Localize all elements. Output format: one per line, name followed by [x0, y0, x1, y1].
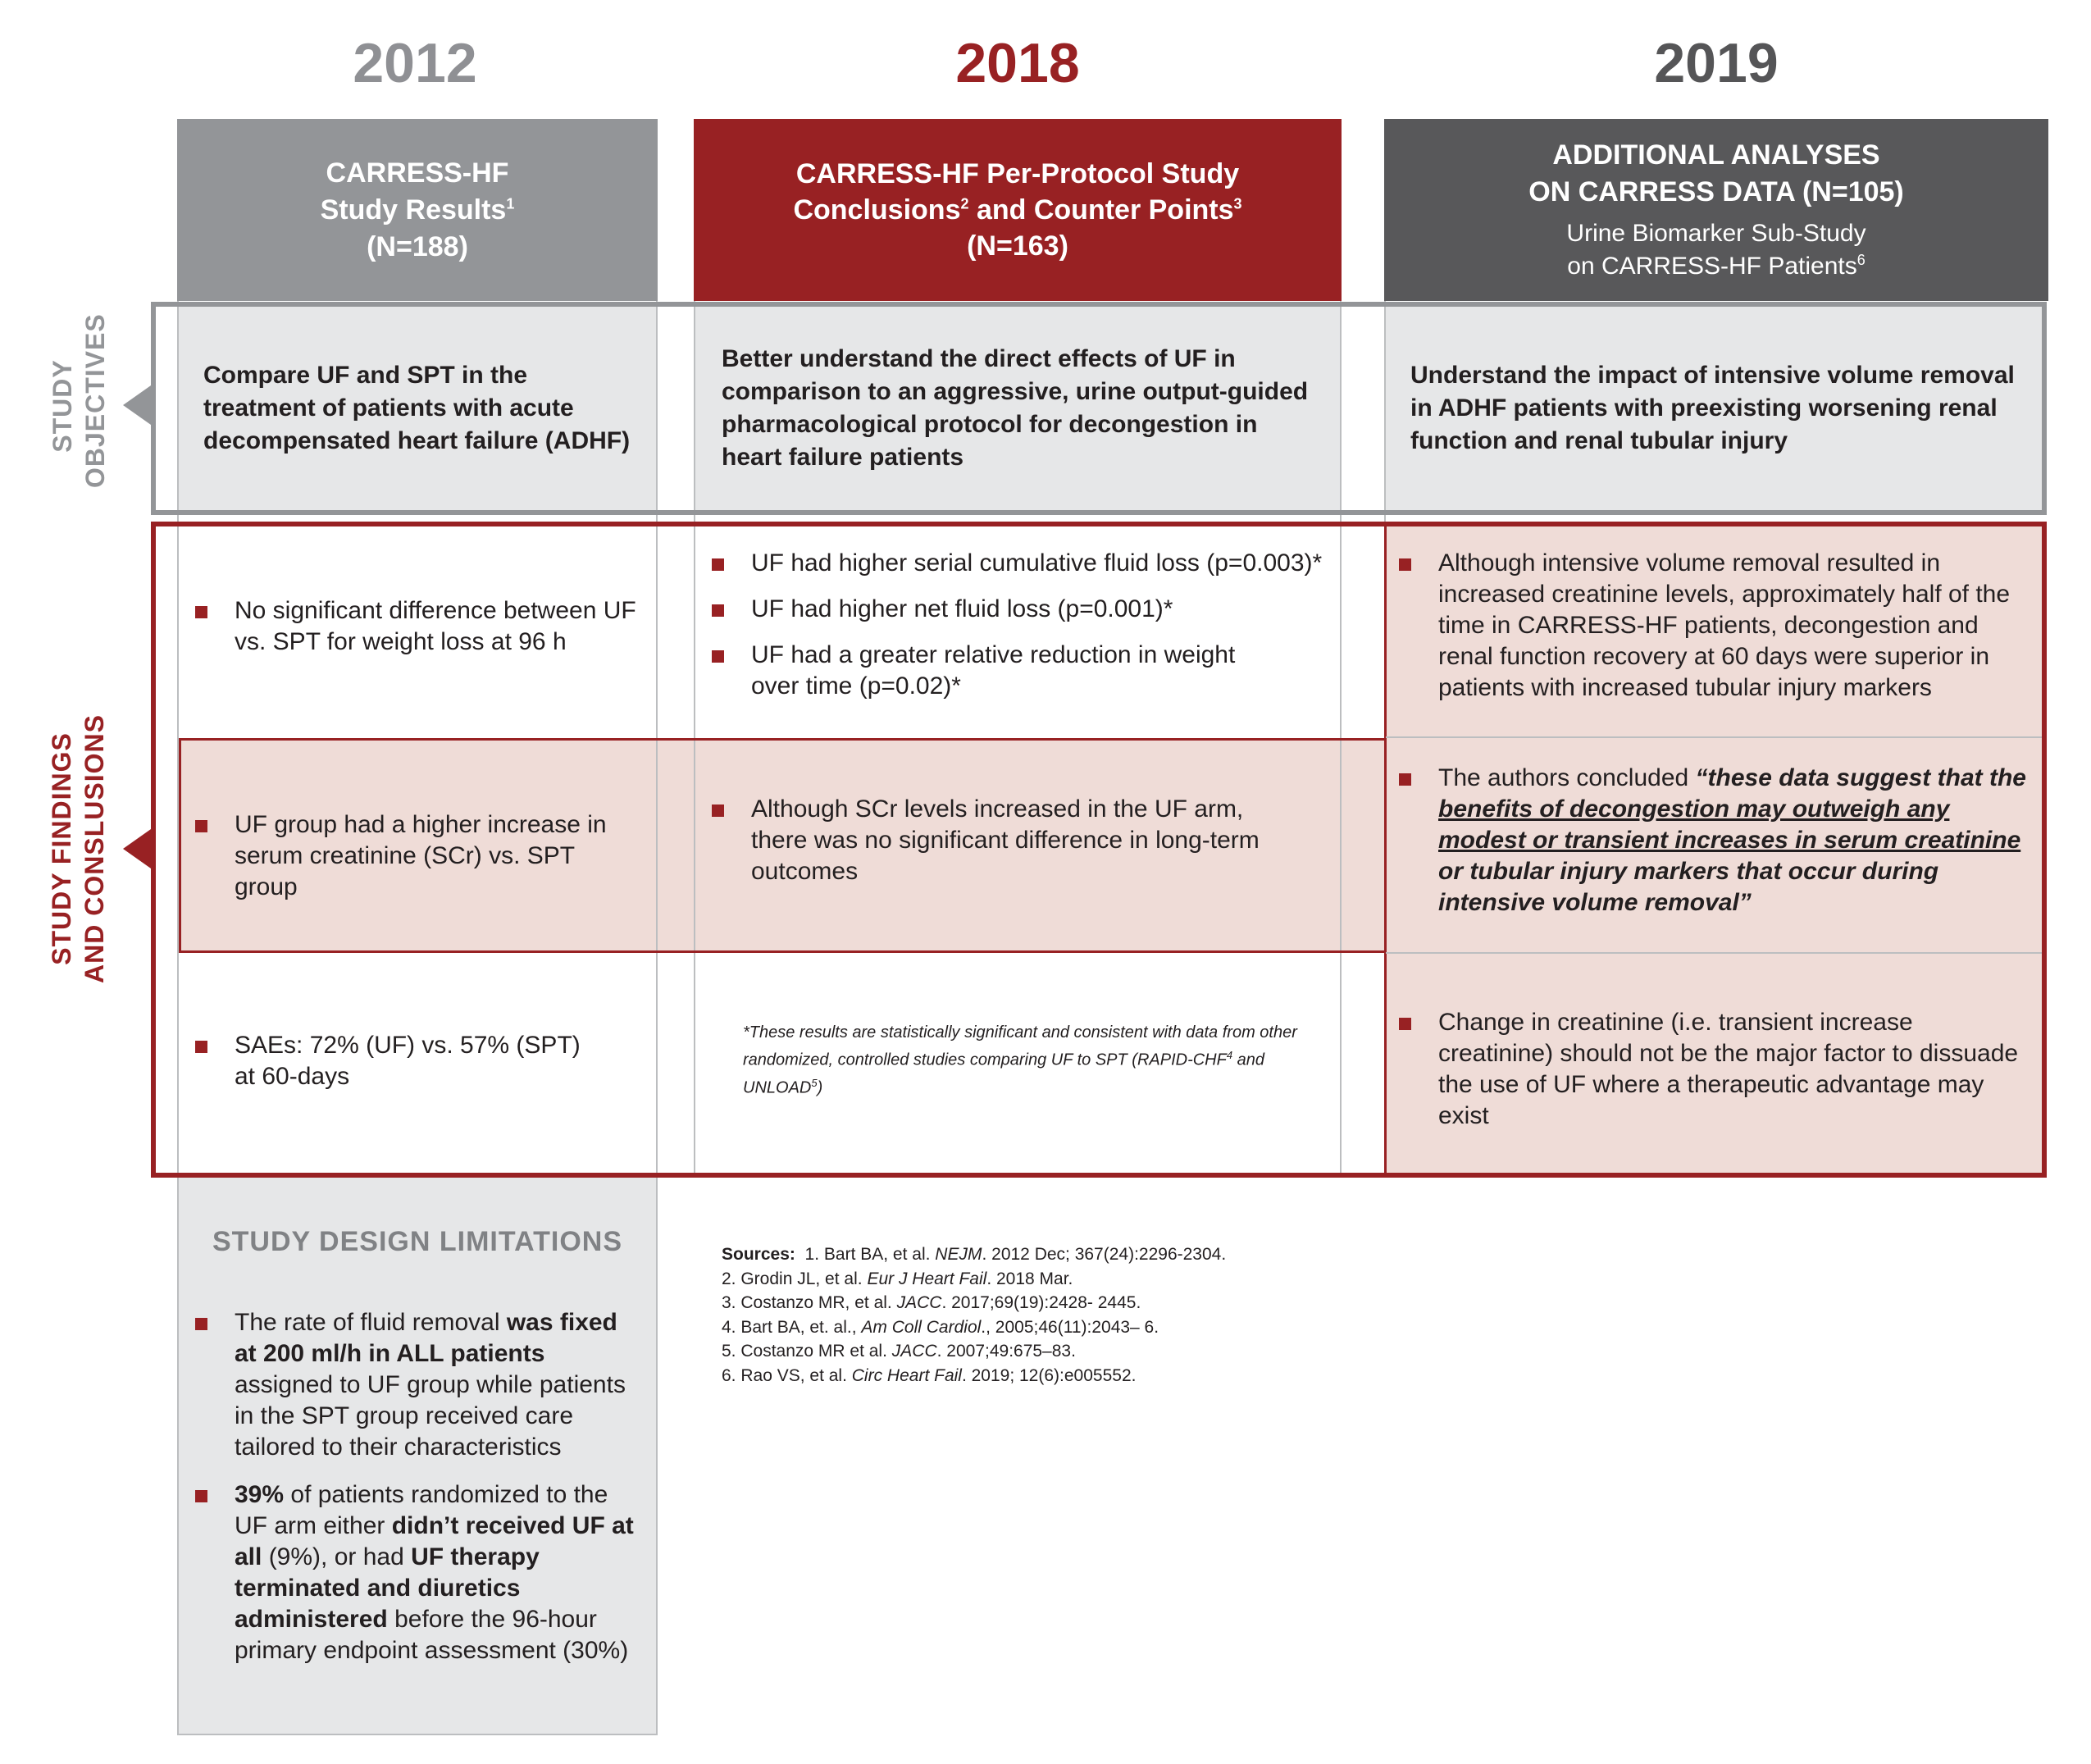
footnote-text-a: *These results are statistically significant and consistent with data from other randomized, controlled studies comparing UF to SPT (RAPID-CHF — [743, 1023, 1297, 1069]
source-5-b: . 2007;49:675–83. — [936, 1342, 1076, 1361]
header-c1-line1: CARRESS-HF — [326, 157, 509, 189]
side-label-objectives-1: STUDY — [48, 359, 77, 453]
source-3-b: . 2017;69(19):2428- 2445. — [941, 1293, 1141, 1312]
header-per-protocol — [694, 119, 1342, 301]
source-4-journal: Am Coll Cardiol — [861, 1317, 982, 1337]
footnote-text-b: and UNLOAD — [743, 1051, 1265, 1097]
header-c1-sup: 1 — [506, 195, 515, 212]
objectives-arrow-icon — [123, 385, 151, 425]
finding-r2-c3 — [1399, 763, 2030, 918]
finding-r2-c2: Although SCr levels increased in the UF arm, there was no significant difference in long-term outcomes — [712, 794, 1302, 887]
finding-r2-c3-quote3: or tubular injury markers that occur during intensive volume removal” — [1438, 858, 1939, 916]
limitation-2 — [195, 1479, 638, 1666]
source-row-6 — [722, 1364, 1226, 1388]
header-c2-line3: (N=163) — [967, 230, 1068, 262]
header-c2-line2 — [793, 192, 1241, 228]
finding-r1-c2-2: UF had higher net fluid loss (p=0.001)* — [712, 594, 1335, 625]
limitation-1-t1: The rate of fluid removal — [235, 1309, 507, 1336]
limitation-1 — [195, 1307, 638, 1463]
finding-r3-c3: Change in creatinine (i.e. transient increase creatinine) should not be the major factor to dissuade the use of UF where a therapeutic advantage may exist — [1399, 1007, 2030, 1132]
side-label-objectives — [46, 313, 112, 488]
year-2019: 2019 — [1654, 32, 1779, 94]
limitation-2-b2: didn’t received UF at all — [235, 1512, 634, 1570]
source-1-b: . 2012 Dec; 367(24):2296-2304. — [982, 1245, 1227, 1264]
source-2-b: . 2018 Mar. — [986, 1269, 1073, 1288]
footnote-text-c: ) — [817, 1078, 823, 1097]
header-c3-sub1: Urine Biomarker Sub-Study — [1566, 220, 1866, 247]
source-2-a: 2. Grodin JL, et al. — [722, 1269, 868, 1288]
sources — [722, 1242, 1226, 1388]
footnote-sup-5: 5 — [811, 1076, 818, 1089]
footnote-sup-4: 4 — [1226, 1049, 1233, 1061]
source-1-journal: NEJM — [935, 1245, 982, 1264]
limitations-title: STUDY DESIGN LIMITATIONS — [212, 1226, 623, 1257]
limitation-2-t1: of patients randomized to the UF arm either — [235, 1481, 608, 1539]
source-row-2 — [722, 1267, 1226, 1292]
side-label-findings-2: AND CONSLUSIONS — [80, 714, 109, 983]
side-label-objectives-2: OBJECTIVES — [80, 313, 110, 488]
finding-r2-c3-quote-underlined: benefits of decongestion may outweigh any modest or transient increases in serum creatinine — [1438, 795, 2021, 854]
source-3-a: 3. Costanzo MR, et al. — [722, 1293, 897, 1312]
finding-r2-c3-quote1: “these data suggest that the — [1695, 764, 2026, 791]
source-6-a: 6. Rao VS, et al. — [722, 1365, 852, 1385]
objective-c3-text: Understand the impact of intensive volume removal in ADHF patients with preexisting worsening renal function and renal tubular injury — [1410, 362, 2015, 454]
source-3-journal: JACC — [896, 1293, 942, 1312]
source-1-a: 1. Bart BA, et al. — [804, 1245, 936, 1264]
source-4-a: 4. Bart BA, et. al., — [722, 1317, 862, 1337]
limitation-2-b3: UF therapy terminated and diuretics administered — [235, 1543, 540, 1633]
limitation-2-t2: (9%), or had — [262, 1543, 412, 1570]
finding-r1-c2-1: UF had higher serial cumulative fluid loss (p=0.003)* — [712, 548, 1335, 579]
source-row-4 — [722, 1315, 1226, 1340]
objective-c2-text: Better understand the direct effects of UF in comparison to an aggressive, urine output-guided pharmacological protocol for decongestion in heart failure patients — [722, 345, 1309, 471]
header-c2-line2b: and Counter Points — [968, 194, 1234, 226]
source-row-3 — [722, 1291, 1226, 1315]
limitation-1-t2: assigned to UF group while patients in the SPT group received care tailored to their characteristics — [235, 1371, 626, 1461]
limitation-2-b1: 39% — [235, 1481, 285, 1508]
finding-r1-c2-3: UF had a greater relative reduction in weight over time (p=0.02)* — [712, 640, 1286, 702]
objective-c3 — [1386, 307, 2042, 510]
finding-r1-c3: Although intensive volume removal resulted in increased creatinine levels, approximately half of the time in CARRESS-HF patients, decongestion and renal function recovery at 60 days were superior in patients with increased tubular injury markers — [1399, 548, 2030, 704]
header-carress-hf-results — [177, 119, 658, 301]
objective-c1-text: Compare UF and SPT in the treatment of patients with acute decompensated heart failure (ADHF) — [203, 362, 631, 454]
source-5-a: 5. Costanzo MR et al. — [722, 1342, 892, 1361]
header-c1-line2 — [321, 192, 515, 229]
objective-c1 — [179, 307, 656, 510]
finding-r2-c1: UF group had a higher increase in serum creatinine (SCr) vs. SPT group — [195, 809, 638, 903]
header-c2-line1: CARRESS-HF Per-Protocol Study — [795, 158, 1240, 189]
header-c1-line2-text: Study Results — [320, 194, 507, 226]
side-label-findings-1: STUDY FINDINGS — [47, 732, 76, 965]
year-2018: 2018 — [955, 32, 1080, 94]
header-c3-line1: ADDITIONAL ANALYSES — [1552, 139, 1880, 171]
header-c3-sup: 6 — [1856, 252, 1866, 268]
header-additional-analyses — [1384, 119, 2048, 301]
findings-arrow-icon — [123, 829, 151, 868]
finding-r1-c1: No significant difference between UF vs. SPT for weight loss at 96 h — [195, 595, 638, 658]
objective-c2 — [695, 307, 1340, 510]
side-label-findings — [45, 701, 111, 996]
year-2012: 2012 — [353, 32, 477, 94]
header-c3-sub2 — [1567, 250, 1865, 283]
source-row-5 — [722, 1339, 1226, 1364]
header-c3-sub2-text: on CARRESS-HF Patients — [1567, 253, 1857, 280]
limitation-2-t3: before the 96-hour primary endpoint assessment (30%) — [235, 1606, 629, 1664]
source-2-journal: Eur J Heart Fail — [867, 1269, 987, 1288]
header-c2-sup-a: 2 — [960, 195, 969, 212]
source-row-1 — [722, 1242, 1226, 1267]
limitation-1-b1: was fixed at 200 ml/h in ALL patients — [235, 1309, 617, 1367]
sources-label: Sources: — [722, 1245, 795, 1264]
source-4-b: ., 2005;46(11):2043– 6. — [981, 1317, 1159, 1337]
source-5-journal: JACC — [891, 1342, 937, 1361]
source-6-b: . 2019; 12(6):e005552. — [961, 1365, 1137, 1385]
header-c2-sup-b: 3 — [1233, 195, 1242, 212]
header-c1-line3: (N=188) — [367, 230, 468, 262]
finding-r3-c1: SAEs: 72% (UF) vs. 57% (SPT) at 60-days — [195, 1030, 589, 1092]
finding-r3-c2-footnote — [743, 1021, 1309, 1099]
header-c2-line2a: Conclusions — [793, 194, 961, 226]
source-6-journal: Circ Heart Fail — [851, 1365, 962, 1385]
finding-r2-c3-lead: The authors concluded — [1438, 764, 1696, 791]
header-c3-line2: ON CARRESS DATA (N=105) — [1528, 176, 1904, 207]
